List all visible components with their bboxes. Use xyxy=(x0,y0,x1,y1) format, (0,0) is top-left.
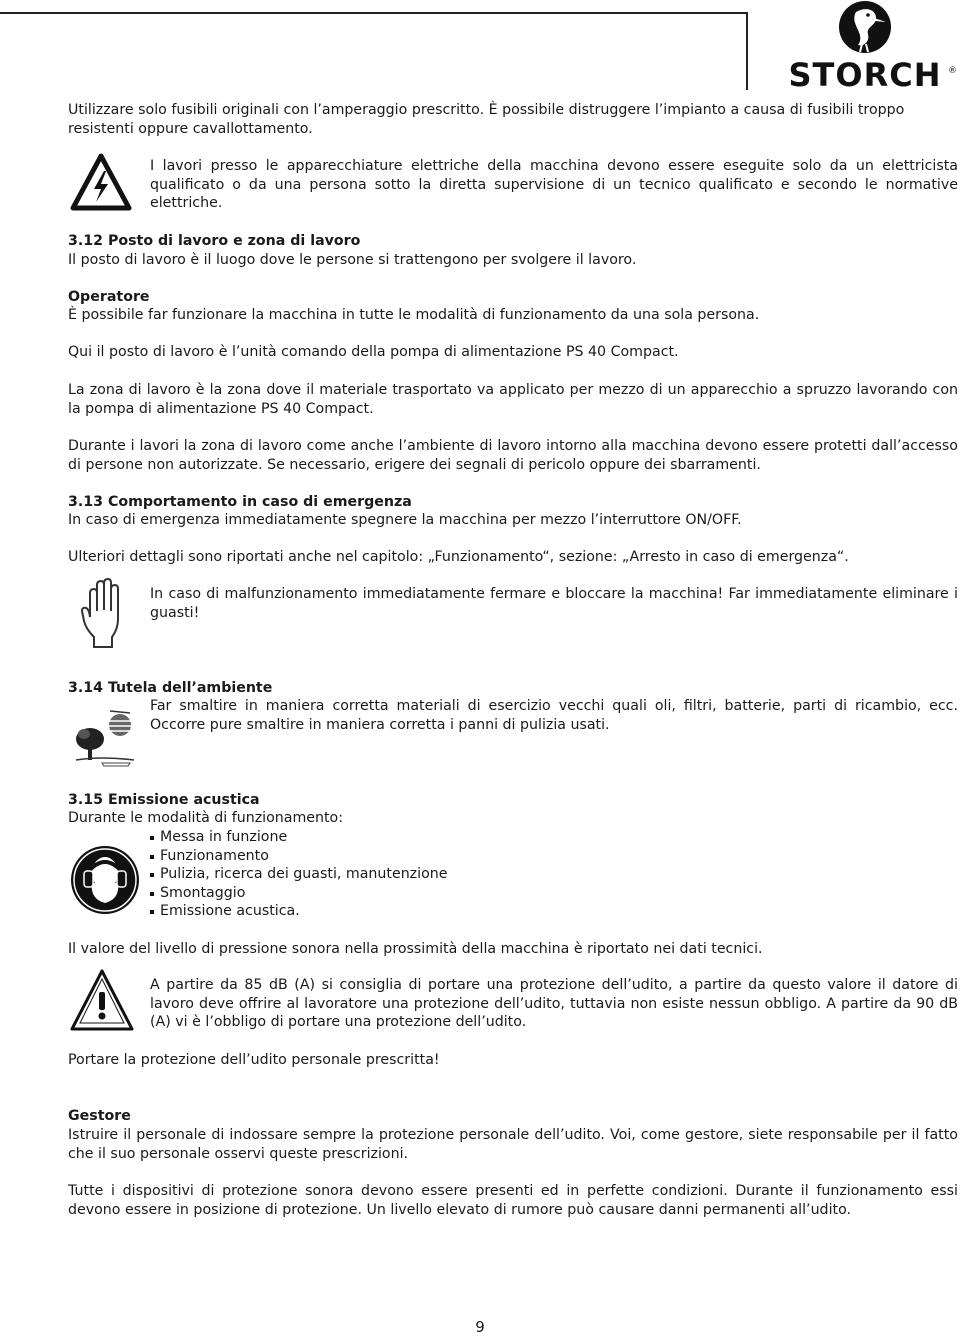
list-item: Funzionamento xyxy=(150,847,447,866)
storch-logo xyxy=(780,0,960,92)
hearing-warning-text: A partire da 85 dB (A) si consiglia di portare una protezione dell’udito, a partire da questo valore il datore di lavoro deve offrire al lavoratore una protezione dell’udito, tuttavia non esiste nessun obbligo. A partire da 90 dB (A) vi è l’obbligo di portare una protezione dell’udito. xyxy=(150,977,958,1030)
electrical-warning-text: I lavori presso le apparecchiature elettriche della macchina devono essere eseguite solo da un elettricista qualificato o da una persona sotto la diretta supervisione di un tecnico qualificato e secondo le normative elettriche. xyxy=(150,158,958,211)
registered-mark: ® xyxy=(948,66,957,76)
operator-text-1: È possibile far funzionare la macchina in tutte le modalità di funzionamento da una sola persona. xyxy=(68,307,760,323)
section-313-text-2: Ulteriori dettagli sono riportati anche nel capitolo: „Funzionamento“, sezione: „Arresto in caso di emergenza“. xyxy=(68,549,849,565)
section-315-heading: 3.15 Emissione acustica xyxy=(68,792,260,808)
noise-value-text: Il valore del livello di pressione sonora nella prossimità della macchina è riportato nei dati tecnici. xyxy=(68,941,763,957)
page-number: 9 xyxy=(475,1318,485,1336)
stop-note: In caso di malfunzionamento immediatamente fermare e bloccare la macchina! Far immediatamente eliminare i guasti! xyxy=(150,586,958,621)
section-313-heading: 3.13 Comportamento in caso di emergenza xyxy=(68,494,412,510)
section-314-heading: 3.14 Tutela dell’ambiente xyxy=(68,680,273,696)
section-313-text-1: In caso di emergenza immediatamente spegnere la macchina per mezzo l’interruttore ON/OFF. xyxy=(68,512,742,528)
list-item: Messa in funzione xyxy=(150,828,447,847)
warning-icon xyxy=(69,968,135,1032)
fuse-note: Utilizzare solo fusibili originali con l’amperaggio prescritto. È possibile distruggere l’impianto a causa di fusibili troppo resistenti oppure cavallottamento. xyxy=(68,102,905,137)
section-315-intro: Durante le modalità di funzionamento: xyxy=(68,810,344,826)
list-item: Smontaggio xyxy=(150,884,447,903)
section-312-text: Il posto di lavoro è il luogo dove le persone si trattengono per svolgere il lavoro. xyxy=(68,252,637,268)
operator-heading: Operatore xyxy=(68,289,150,305)
stop-hand-icon xyxy=(80,577,128,649)
list-item: Emissione acustica. xyxy=(150,902,447,921)
logo-wordmark: STORCH xyxy=(788,56,942,94)
manager-text-2: Tutte i dispositivi di protezione sonora devono essere presenti ed in perfette condizioni. Durante il funzionamento essi devono essere in posizione di protezione. Un livello elevato di rumore può causare danni permanenti all’udito. xyxy=(68,1183,958,1218)
list-item: Pulizia, ricerca dei guasti, manutenzione xyxy=(150,865,447,884)
header-rule xyxy=(0,12,746,14)
mandatory-protection-text: Portare la protezione dell’udito personale prescritta! xyxy=(68,1052,440,1068)
environment-icon xyxy=(72,707,138,767)
operator-text-2: Qui il posto di lavoro è l’unità comando della pompa di alimentazione PS 40 Compact. xyxy=(68,344,679,360)
manager-text-1: Istruire il personale di indossare sempre la protezione personale dell’udito. Voi, come gestore, siete responsabile per il fatto che il suo personale osservi queste prescrizioni. xyxy=(68,1127,958,1162)
operating-modes-list xyxy=(150,828,447,921)
ear-protection-icon xyxy=(70,843,140,917)
section-314-text: Far smaltire in maniera corretta materiali di esercizio vecchi quali oli, filtri, batterie, parti di ricambio, ecc. Occorre pure smaltire in maniera corretta i panni di pulizia usati. xyxy=(150,698,958,733)
operator-text-3: La zona di lavoro è la zona dove il materiale trasportato va applicato per mezzo di un apparecchio a spruzzo lavorando con la pompa di alimentazione PS 40 Compact. xyxy=(68,382,958,417)
manager-heading: Gestore xyxy=(68,1108,131,1124)
electrical-hazard-icon xyxy=(70,153,132,211)
operator-text-4: Durante i lavori la zona di lavoro come anche l’ambiente di lavoro intorno alla macchina devono essere protetti dall’accesso di persone non autorizzate. Se necessario, erigere dei segnali di pericolo oppure dei sbarramenti. xyxy=(68,438,958,473)
stork-icon xyxy=(780,0,960,60)
header-rule-vertical xyxy=(746,12,748,90)
section-312-heading: 3.12 Posto di lavoro e zona di lavoro xyxy=(68,233,361,249)
